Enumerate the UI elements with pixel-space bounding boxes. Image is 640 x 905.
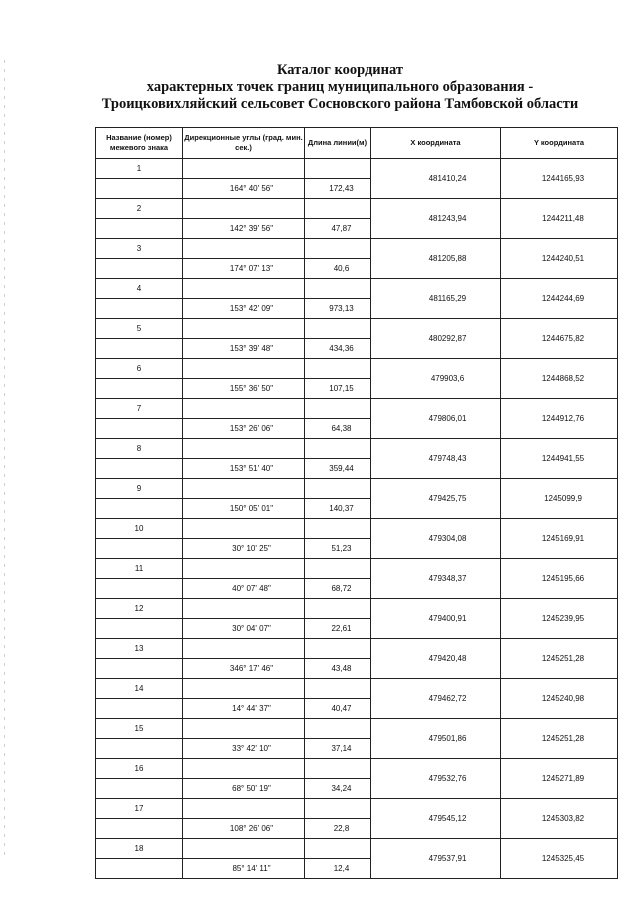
direction-angle-cell: [183, 259, 305, 279]
x-coordinate-cell: [371, 719, 501, 759]
table-row: [96, 599, 618, 619]
direction-angle-cell-text: 33° 42' 10": [232, 743, 271, 753]
y-coordinate-cell-text: 1244675,82: [541, 333, 585, 343]
line-length-cell: [305, 539, 371, 559]
x-coordinate-cell: [371, 399, 501, 439]
y-coordinate-cell: [501, 239, 618, 279]
y-coordinate-cell: [501, 759, 618, 799]
line-length-cell-text: 64,38: [331, 423, 352, 433]
y-coordinate-cell-text: 1245195,66: [541, 573, 585, 583]
direction-angle-cell: [183, 359, 305, 379]
y-coordinate-cell: [501, 479, 618, 519]
direction-angle-cell: [183, 179, 305, 199]
table-row: [96, 239, 618, 259]
line-length-cell: [305, 159, 371, 179]
direction-angle-cell-text: 153° 39' 48": [229, 343, 274, 353]
line-length-cell: [305, 599, 371, 619]
direction-angle-cell: [183, 719, 305, 739]
y-coordinate-cell: [501, 719, 618, 759]
line-length-cell: [305, 839, 371, 859]
direction-angle-cell: [183, 639, 305, 659]
table-row: [96, 799, 618, 819]
x-coordinate-cell: [371, 319, 501, 359]
direction-angle-cell-text: 14° 44' 37": [232, 703, 271, 713]
y-coordinate-cell: [501, 639, 618, 679]
direction-angle-cell-text: 68° 50' 19": [232, 783, 271, 793]
line-length-cell-text: 434,36: [329, 343, 354, 353]
direction-angle-cell: [183, 559, 305, 579]
direction-angle-cell: [183, 379, 305, 399]
y-coordinate-cell: [501, 279, 618, 319]
y-coordinate-cell: [501, 159, 618, 199]
x-coordinate-cell: [371, 799, 501, 839]
point-name-cell: [96, 619, 183, 639]
table-body: [96, 159, 618, 879]
direction-angle-cell-text: 30° 10' 25": [232, 543, 271, 553]
point-name-cell-text: 16: [134, 763, 144, 773]
x-coordinate-cell-text: 480292,87: [428, 333, 467, 343]
line-length-cell-text: 140,37: [329, 503, 354, 513]
point-name-cell: [96, 299, 183, 319]
point-name-cell: [96, 639, 183, 659]
line-length-cell: [305, 719, 371, 739]
point-name-cell-text: 9: [136, 483, 142, 493]
point-name-cell-text: 14: [134, 683, 144, 693]
direction-angle-cell: [183, 779, 305, 799]
table-row: [96, 559, 618, 579]
table-row: [96, 679, 618, 699]
y-coordinate-cell: [501, 799, 618, 839]
header-point-name: Название (номер) межевого знака: [96, 128, 183, 159]
title-line-3: Троицковихляйский сельсовет Сосновского района Тамбовской области: [101, 96, 579, 112]
line-length-cell-text: 47,87: [331, 223, 352, 233]
line-length-cell-text: 359,44: [329, 463, 354, 473]
line-length-cell-text: 172,43: [329, 183, 354, 193]
y-coordinate-cell: [501, 599, 618, 639]
direction-angle-cell: [183, 739, 305, 759]
point-name-cell: [96, 199, 183, 219]
x-coordinate-cell: [371, 679, 501, 719]
point-name-cell: [96, 239, 183, 259]
scan-edge-mark: [4, 60, 5, 860]
table-row: [96, 839, 618, 859]
x-coordinate-cell-text: 479545,12: [428, 813, 467, 823]
table-row: [96, 439, 618, 459]
point-name-cell-text: 12: [134, 603, 144, 613]
point-name-cell: [96, 599, 183, 619]
direction-angle-cell-text: 153° 42' 09": [229, 303, 274, 313]
point-name-cell-text: 2: [136, 203, 142, 213]
point-name-cell: [96, 839, 183, 859]
line-length-cell: [305, 339, 371, 359]
direction-angle-cell-text: 142° 39' 56": [229, 223, 274, 233]
line-length-cell-text: 107,15: [329, 383, 354, 393]
x-coordinate-cell-text: 479501,86: [428, 733, 467, 743]
x-coordinate-cell-text: 479748,43: [428, 453, 467, 463]
table-row: [96, 639, 618, 659]
direction-angle-cell: [183, 859, 305, 879]
line-length-cell: [305, 779, 371, 799]
y-coordinate-cell-text: 1245251,28: [541, 653, 585, 663]
y-coordinate-cell-text: 1245099,9: [544, 493, 582, 503]
direction-angle-cell: [183, 819, 305, 839]
point-name-cell-text: 7: [136, 403, 142, 413]
table-row: [96, 359, 618, 379]
line-length-cell: [305, 859, 371, 879]
line-length-cell: [305, 239, 371, 259]
line-length-cell: [305, 759, 371, 779]
y-coordinate-cell-text: 1245303,82: [541, 813, 585, 823]
direction-angle-cell: [183, 439, 305, 459]
y-coordinate-cell: [501, 439, 618, 479]
point-name-cell: [96, 339, 183, 359]
point-name-cell-text: 10: [134, 523, 144, 533]
table-row: [96, 199, 618, 219]
line-length-cell-text: 12,4: [333, 863, 350, 873]
point-name-cell: [96, 179, 183, 199]
point-name-cell: [96, 279, 183, 299]
line-length-cell: [305, 559, 371, 579]
direction-angle-cell: [183, 419, 305, 439]
y-coordinate-cell-text: 1244912,76: [541, 413, 585, 423]
line-length-cell: [305, 379, 371, 399]
y-coordinate-cell: [501, 359, 618, 399]
line-length-cell-text: 40,47: [331, 703, 352, 713]
line-length-cell: [305, 639, 371, 659]
point-name-cell: [96, 859, 183, 879]
point-name-cell: [96, 559, 183, 579]
line-length-cell-text: 973,13: [329, 303, 354, 313]
y-coordinate-cell-text: 1244165,93: [541, 173, 585, 183]
point-name-cell-text: 17: [134, 803, 144, 813]
y-coordinate-cell-text: 1244244,69: [541, 293, 585, 303]
point-name-cell-text: 1: [136, 163, 142, 173]
table-row: [96, 279, 618, 299]
x-coordinate-cell: [371, 239, 501, 279]
line-length-cell-text: 34,24: [331, 783, 352, 793]
direction-angle-cell-text: 153° 51' 40": [229, 463, 274, 473]
y-coordinate-cell-text: 1244868,52: [541, 373, 585, 383]
point-name-cell: [96, 759, 183, 779]
point-name-cell: [96, 659, 183, 679]
point-name-cell: [96, 579, 183, 599]
point-name-cell: [96, 379, 183, 399]
y-coordinate-cell-text: 1245325,45: [541, 853, 585, 863]
y-coordinate-cell-text: 1245271,89: [541, 773, 585, 783]
direction-angle-cell-text: 150° 05' 01": [229, 503, 274, 513]
title-line-2: характерных точек границ муниципального образования -: [146, 79, 534, 95]
x-coordinate-cell-text: 479537,91: [428, 853, 467, 863]
point-name-cell-text: 6: [136, 363, 142, 373]
y-coordinate-cell: [501, 559, 618, 599]
line-length-cell-text: 68,72: [331, 583, 352, 593]
point-name-cell: [96, 419, 183, 439]
line-length-cell-text: 22,8: [333, 823, 350, 833]
x-coordinate-cell-text: 479348,37: [428, 573, 467, 583]
point-name-cell-text: 3: [136, 243, 142, 253]
direction-angle-cell-text: 155° 36' 50": [229, 383, 274, 393]
point-name-cell: [96, 319, 183, 339]
direction-angle-cell: [183, 699, 305, 719]
x-coordinate-cell: [371, 159, 501, 199]
point-name-cell: [96, 679, 183, 699]
direction-angle-cell: [183, 159, 305, 179]
x-coordinate-cell: [371, 199, 501, 239]
x-coordinate-cell-text: 479903,6: [430, 373, 465, 383]
direction-angle-cell: [183, 679, 305, 699]
line-length-cell-text: 37,14: [331, 743, 352, 753]
line-length-cell: [305, 299, 371, 319]
direction-angle-cell: [183, 599, 305, 619]
x-coordinate-cell-text: 479400,91: [428, 613, 467, 623]
point-name-cell: [96, 799, 183, 819]
line-length-cell: [305, 619, 371, 639]
line-length-cell: [305, 479, 371, 499]
direction-angle-cell: [183, 339, 305, 359]
table-row: [96, 319, 618, 339]
line-length-cell: [305, 519, 371, 539]
header-direction-angle: Дирекционные углы (град. мин. сек.): [183, 128, 305, 159]
line-length-cell: [305, 439, 371, 459]
line-length-cell: [305, 799, 371, 819]
line-length-cell: [305, 219, 371, 239]
point-name-cell: [96, 779, 183, 799]
table-row: [96, 719, 618, 739]
y-coordinate-cell-text: 1245251,28: [541, 733, 585, 743]
line-length-cell: [305, 179, 371, 199]
point-name-cell: [96, 259, 183, 279]
direction-angle-cell: [183, 539, 305, 559]
line-length-cell-text: 40,6: [333, 263, 350, 273]
line-length-cell-text: 43,48: [331, 663, 352, 673]
x-coordinate-cell-text: 481243,94: [428, 213, 467, 223]
direction-angle-cell: [183, 499, 305, 519]
direction-angle-cell: [183, 399, 305, 419]
x-coordinate-cell-text: 481205,88: [428, 253, 467, 263]
point-name-cell: [96, 819, 183, 839]
line-length-cell: [305, 419, 371, 439]
header-x-coordinate: X координата: [371, 128, 501, 159]
point-name-cell: [96, 219, 183, 239]
table-row: [96, 519, 618, 539]
direction-angle-cell: [183, 199, 305, 219]
x-coordinate-cell: [371, 519, 501, 559]
point-name-cell-text: 11: [134, 563, 144, 573]
line-length-cell-text: 22,61: [331, 623, 352, 633]
header-line-length: Длина линии(м): [305, 128, 371, 159]
x-coordinate-cell-text: 481410,24: [428, 173, 467, 183]
direction-angle-cell: [183, 299, 305, 319]
line-length-cell: [305, 699, 371, 719]
direction-angle-cell: [183, 659, 305, 679]
table-row: [96, 479, 618, 499]
point-name-cell: [96, 499, 183, 519]
x-coordinate-cell-text: 479462,72: [428, 693, 467, 703]
direction-angle-cell: [183, 799, 305, 819]
point-name-cell: [96, 519, 183, 539]
point-name-cell-text: 4: [136, 283, 142, 293]
y-coordinate-cell: [501, 199, 618, 239]
x-coordinate-cell-text: 479532,76: [428, 773, 467, 783]
line-length-cell: [305, 359, 371, 379]
line-length-cell: [305, 579, 371, 599]
x-coordinate-cell: [371, 559, 501, 599]
x-coordinate-cell: [371, 759, 501, 799]
direction-angle-cell: [183, 759, 305, 779]
direction-angle-cell-text: 164° 40' 56": [229, 183, 274, 193]
y-coordinate-cell-text: 1244240,51: [541, 253, 585, 263]
line-length-cell: [305, 279, 371, 299]
direction-angle-cell: [183, 279, 305, 299]
direction-angle-cell-text: 153° 26' 06": [229, 423, 274, 433]
direction-angle-cell-text: 108° 26' 06": [229, 823, 274, 833]
table-row: [96, 399, 618, 419]
y-coordinate-cell: [501, 519, 618, 559]
direction-angle-cell: [183, 839, 305, 859]
coordinates-table: [95, 127, 618, 879]
x-coordinate-cell: [371, 479, 501, 519]
document-title: [60, 62, 620, 113]
point-name-cell: [96, 459, 183, 479]
point-name-cell: [96, 359, 183, 379]
x-coordinate-cell: [371, 599, 501, 639]
line-length-cell: [305, 319, 371, 339]
x-coordinate-cell-text: 479425,75: [428, 493, 467, 503]
y-coordinate-cell: [501, 679, 618, 719]
point-name-cell-text: 8: [136, 443, 142, 453]
x-coordinate-cell-text: 479304,08: [428, 533, 467, 543]
point-name-cell: [96, 399, 183, 419]
y-coordinate-cell-text: 1245240,98: [541, 693, 585, 703]
point-name-cell: [96, 739, 183, 759]
point-name-cell: [96, 699, 183, 719]
point-name-cell: [96, 439, 183, 459]
point-name-cell-text: 13: [134, 643, 144, 653]
line-length-cell: [305, 499, 371, 519]
y-coordinate-cell-text: 1245239,95: [541, 613, 585, 623]
direction-angle-cell: [183, 619, 305, 639]
direction-angle-cell: [183, 239, 305, 259]
point-name-cell: [96, 539, 183, 559]
x-coordinate-cell-text: 479420,48: [428, 653, 467, 663]
direction-angle-cell-text: 174° 07' 13": [229, 263, 274, 273]
direction-angle-cell-text: 30° 04' 07": [232, 623, 271, 633]
line-length-cell: [305, 819, 371, 839]
x-coordinate-cell: [371, 839, 501, 879]
point-name-cell: [96, 479, 183, 499]
x-coordinate-cell: [371, 359, 501, 399]
line-length-cell: [305, 459, 371, 479]
line-length-cell: [305, 679, 371, 699]
direction-angle-cell-text: 346° 17' 46": [229, 663, 274, 673]
point-name-cell-text: 5: [136, 323, 142, 333]
y-coordinate-cell: [501, 839, 618, 879]
x-coordinate-cell: [371, 639, 501, 679]
point-name-cell: [96, 719, 183, 739]
point-name-cell-text: 15: [134, 723, 144, 733]
line-length-cell: [305, 199, 371, 219]
y-coordinate-cell: [501, 399, 618, 439]
line-length-cell: [305, 659, 371, 679]
y-coordinate-cell-text: 1245169,91: [541, 533, 585, 543]
table-row: [96, 759, 618, 779]
x-coordinate-cell-text: 479806,01: [428, 413, 467, 423]
line-length-cell: [305, 739, 371, 759]
point-name-cell: [96, 159, 183, 179]
table-header-row: [96, 128, 618, 159]
line-length-cell-text: 51,23: [331, 543, 352, 553]
y-coordinate-cell-text: 1244941,55: [541, 453, 585, 463]
line-length-cell: [305, 259, 371, 279]
y-coordinate-cell: [501, 319, 618, 359]
title-line-1: Каталог координат: [276, 62, 404, 78]
direction-angle-cell: [183, 579, 305, 599]
direction-angle-cell: [183, 479, 305, 499]
line-length-cell: [305, 399, 371, 419]
table-row: [96, 159, 618, 179]
x-coordinate-cell-text: 481165,29: [428, 293, 467, 303]
point-name-cell-text: 18: [134, 843, 144, 853]
direction-angle-cell-text: 40° 07' 48": [232, 583, 271, 593]
y-coordinate-cell-text: 1244211,48: [542, 213, 584, 223]
direction-angle-cell-text: 85° 14' 11": [232, 863, 271, 873]
header-y-coordinate: Y координата: [501, 128, 618, 159]
direction-angle-cell: [183, 459, 305, 479]
x-coordinate-cell: [371, 279, 501, 319]
direction-angle-cell: [183, 219, 305, 239]
direction-angle-cell: [183, 319, 305, 339]
direction-angle-cell: [183, 519, 305, 539]
x-coordinate-cell: [371, 439, 501, 479]
